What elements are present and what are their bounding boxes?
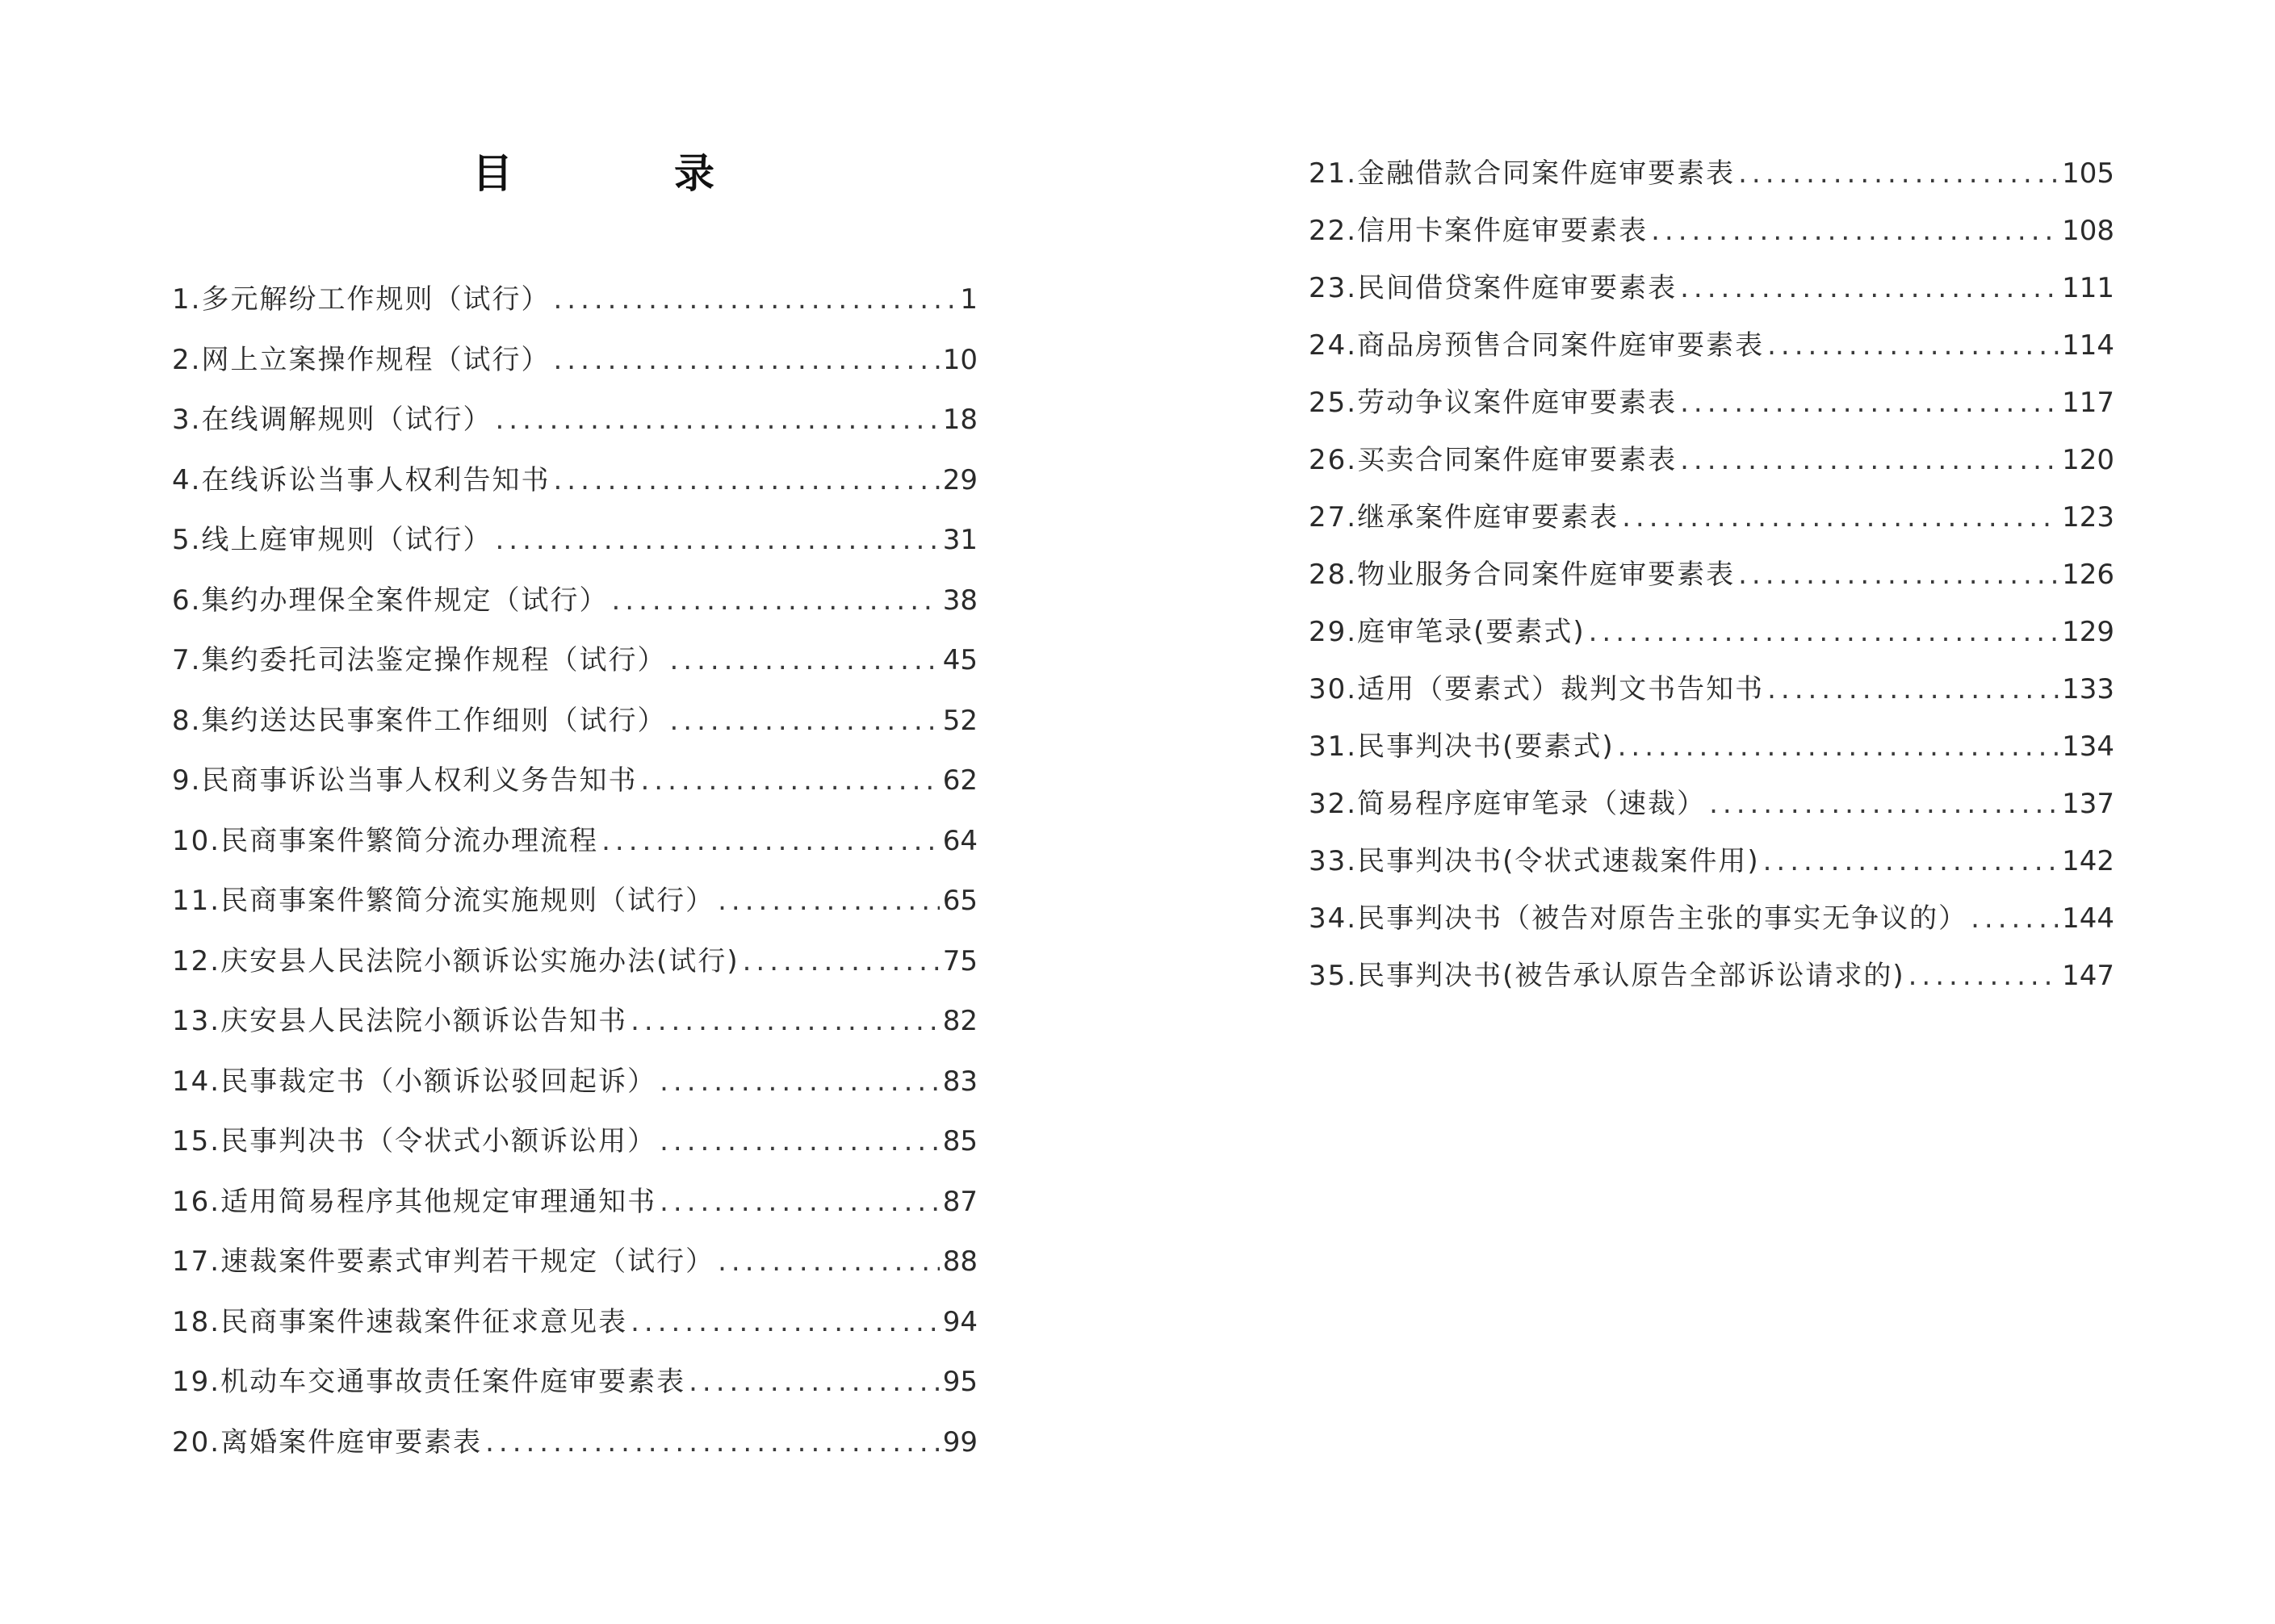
dot-leader [495, 510, 939, 571]
dot-leader [718, 871, 940, 931]
toc-entry [172, 1352, 978, 1413]
toc-entry [1309, 948, 2114, 1005]
toc-entry [1309, 776, 2114, 833]
toc-entry-title: 33.民事判决书(令状式速裁案件用) [1309, 845, 1760, 877]
toc-entry [1309, 718, 2114, 776]
toc-entry-page-number: 75 [942, 944, 978, 977]
toc-entry-page-number: 52 [942, 704, 978, 737]
toc-entry-title: 16.适用简易程序其他规定审理通知书 [172, 1185, 657, 1218]
toc-entry-title: 27.继承案件庭审要素表 [1309, 501, 1619, 534]
toc-entry [172, 1292, 978, 1353]
dot-leader [718, 1232, 940, 1292]
toc-entry-title: 14.民事裁定书（小额诉讼驳回起诉） [172, 1065, 657, 1098]
toc-entry [172, 1172, 978, 1233]
toc-entry-page-number: 129 [2062, 616, 2114, 648]
toc-entry-page-number: 18 [942, 404, 978, 436]
toc-entry-title: 10.民商事案件繁简分流办理流程 [172, 824, 599, 857]
toc-entry-title: 6.集约办理保全案件规定（试行） [172, 584, 609, 617]
toc-entry [172, 390, 978, 450]
toc-entry [172, 871, 978, 931]
dot-leader [553, 450, 939, 511]
toc-entry [172, 510, 978, 571]
toc-entry-page-number: 31 [942, 524, 978, 556]
dot-leader [553, 270, 957, 330]
toc-entry-title: 20.离婚案件庭审要素表 [172, 1425, 483, 1459]
toc-entry [1309, 260, 2114, 317]
dot-leader [1680, 432, 2059, 489]
toc-entry-page-number: 87 [942, 1185, 978, 1218]
toc-entry [172, 330, 978, 391]
toc-entry-page-number: 144 [2062, 902, 2114, 935]
toc-entry [172, 991, 978, 1052]
dot-leader [660, 1111, 940, 1172]
dot-leader [1651, 203, 2059, 260]
toc-entry-page-number: 29 [942, 463, 978, 496]
toc-entry-page-number: 82 [942, 1005, 978, 1037]
toc-entry-page-number: 45 [942, 644, 978, 676]
dot-leader [1767, 661, 2059, 718]
toc-entry [172, 811, 978, 872]
toc-entry [172, 691, 978, 751]
toc-entry-page-number: 64 [942, 824, 978, 857]
dot-leader [601, 811, 940, 872]
toc-entry [1309, 833, 2114, 890]
toc-entry-page-number: 126 [2062, 559, 2114, 591]
dot-leader [1738, 145, 2059, 203]
toc-entry-page-number: 95 [942, 1366, 978, 1398]
toc-entry-title: 24.商品房预售合同案件庭审要素表 [1309, 329, 1765, 362]
toc-entry [1309, 890, 2114, 948]
dot-leader [611, 571, 939, 631]
toc-entry-page-number: 105 [2062, 157, 2114, 190]
toc-entry-page-number: 108 [2062, 215, 2114, 247]
toc-entry-page-number: 120 [2062, 444, 2114, 476]
dot-leader [485, 1413, 940, 1473]
toc-entry [1309, 489, 2114, 546]
toc-entry-title: 11.民商事案件繁简分流实施规则（试行） [172, 885, 715, 917]
toc-entry [172, 630, 978, 691]
toc-entry-title: 26.买卖合同案件庭审要素表 [1309, 444, 1678, 476]
toc-entry-title: 31.民事判决书(要素式) [1309, 730, 1615, 763]
toc-entry-page-number: 147 [2062, 960, 2114, 992]
toc-entry-page-number: 117 [2062, 387, 2114, 419]
toc-entry-title: 15.民事判决书（令状式小额诉讼用） [172, 1125, 657, 1157]
toc-entry-title: 1.多元解纷工作规则（试行） [172, 283, 551, 316]
dot-leader [495, 390, 939, 450]
toc-entry [172, 751, 978, 811]
dot-leader [1589, 604, 2059, 661]
dot-leader [553, 330, 939, 391]
page-title [472, 145, 714, 202]
dot-leader [1622, 489, 2059, 546]
toc-entry [172, 450, 978, 511]
toc-entry [172, 931, 978, 992]
toc-entry [1309, 317, 2114, 375]
toc-entry-title: 21.金融借款合同案件庭审要素表 [1309, 157, 1736, 190]
toc-entry-page-number: 99 [942, 1425, 978, 1459]
toc-left-column [172, 270, 978, 1472]
page-title-char-2: 录 [674, 150, 714, 197]
toc-entry [172, 571, 978, 631]
toc-entry-title: 17.速裁案件要素式审判若干规定（试行） [172, 1245, 715, 1278]
toc-entry-title: 34.民事判决书（被告对原告主张的事实无争议的） [1309, 902, 1968, 935]
toc-entry [172, 1111, 978, 1172]
dot-leader [660, 1172, 940, 1233]
toc-entry [172, 270, 978, 330]
dot-leader [1680, 260, 2059, 317]
toc-entry [1309, 432, 2114, 489]
toc-entry-title: 13.庆安县人民法院小额诉讼告知书 [172, 1005, 628, 1037]
toc-entry [172, 1052, 978, 1112]
toc-entry [172, 1232, 978, 1292]
toc-entry [1309, 375, 2114, 432]
toc-entry-title: 18.民商事案件速裁案件征求意见表 [172, 1305, 628, 1338]
toc-entry-page-number: 123 [2062, 501, 2114, 534]
toc-entry [1309, 661, 2114, 718]
dot-leader [1680, 375, 2059, 432]
toc-entry-title: 19.机动车交通事故责任案件庭审要素表 [172, 1366, 686, 1398]
toc-entry [1309, 145, 2114, 203]
toc-entry-page-number: 94 [942, 1305, 978, 1338]
toc-entry-title: 22.信用卡案件庭审要素表 [1309, 215, 1649, 247]
toc-entry-page-number: 137 [2062, 788, 2114, 820]
toc-entry [1309, 604, 2114, 661]
dot-leader [689, 1352, 940, 1413]
toc-entry-title: 23.民间借贷案件庭审要素表 [1309, 272, 1678, 304]
dot-leader [1767, 317, 2059, 375]
toc-entry-title: 9.民商事诉讼当事人权利义务告知书 [172, 764, 638, 797]
toc-entry-page-number: 134 [2062, 730, 2114, 763]
toc-entry-page-number: 114 [2062, 329, 2114, 362]
dot-leader [1709, 776, 2059, 833]
toc-right-column [1309, 145, 2114, 1005]
toc-entry-title: 29.庭审笔录(要素式) [1309, 616, 1586, 648]
dot-leader [660, 1052, 940, 1112]
toc-entry-page-number: 111 [2062, 272, 2114, 304]
toc-entry-page-number: 142 [2062, 845, 2114, 877]
toc-entry-page-number: 1 [960, 283, 978, 316]
dot-leader [1971, 890, 2059, 948]
toc-entry [172, 1413, 978, 1473]
toc-entry-page-number: 10 [942, 343, 978, 376]
dot-leader [669, 630, 939, 691]
dot-leader [631, 991, 940, 1052]
toc-entry-page-number: 85 [942, 1125, 978, 1157]
dot-leader [743, 931, 940, 992]
toc-entry-title: 12.庆安县人民法院小额诉讼实施办法(试行) [172, 944, 739, 977]
dot-leader [1618, 718, 2059, 776]
toc-entry [1309, 546, 2114, 604]
dot-leader [631, 1292, 940, 1353]
dot-leader [640, 751, 939, 811]
toc-entry-page-number: 65 [942, 885, 978, 917]
toc-entry-page-number: 38 [942, 584, 978, 617]
toc-entry-page-number: 83 [942, 1065, 978, 1098]
dot-leader [1908, 948, 2059, 1005]
toc-entry-title: 30.适用（要素式）裁判文书告知书 [1309, 673, 1765, 705]
toc-entry-title: 2.网上立案操作规程（试行） [172, 343, 551, 376]
toc-entry-page-number: 88 [942, 1245, 978, 1278]
toc-entry-title: 4.在线诉讼当事人权利告知书 [172, 463, 551, 496]
page-title-char-1: 目 [472, 150, 513, 197]
toc-entry-title: 25.劳动争议案件庭审要素表 [1309, 387, 1678, 419]
dot-leader [669, 691, 939, 751]
dot-leader [1738, 546, 2059, 604]
toc-entry-title: 32.简易程序庭审笔录（速裁） [1309, 788, 1707, 820]
toc-entry-title: 7.集约委托司法鉴定操作规程（试行） [172, 644, 667, 676]
dot-leader [1763, 833, 2059, 890]
toc-entry-title: 28.物业服务合同案件庭审要素表 [1309, 559, 1736, 591]
toc-entry-page-number: 133 [2062, 673, 2114, 705]
toc-entry-title: 8.集约送达民事案件工作细则（试行） [172, 704, 667, 737]
toc-entry-title: 5.线上庭审规则（试行） [172, 524, 492, 556]
toc-entry-title: 35.民事判决书(被告承认原告全部诉讼请求的) [1309, 960, 1905, 992]
toc-entry-page-number: 62 [942, 764, 978, 797]
toc-entry [1309, 203, 2114, 260]
toc-entry-title: 3.在线调解规则（试行） [172, 404, 492, 436]
